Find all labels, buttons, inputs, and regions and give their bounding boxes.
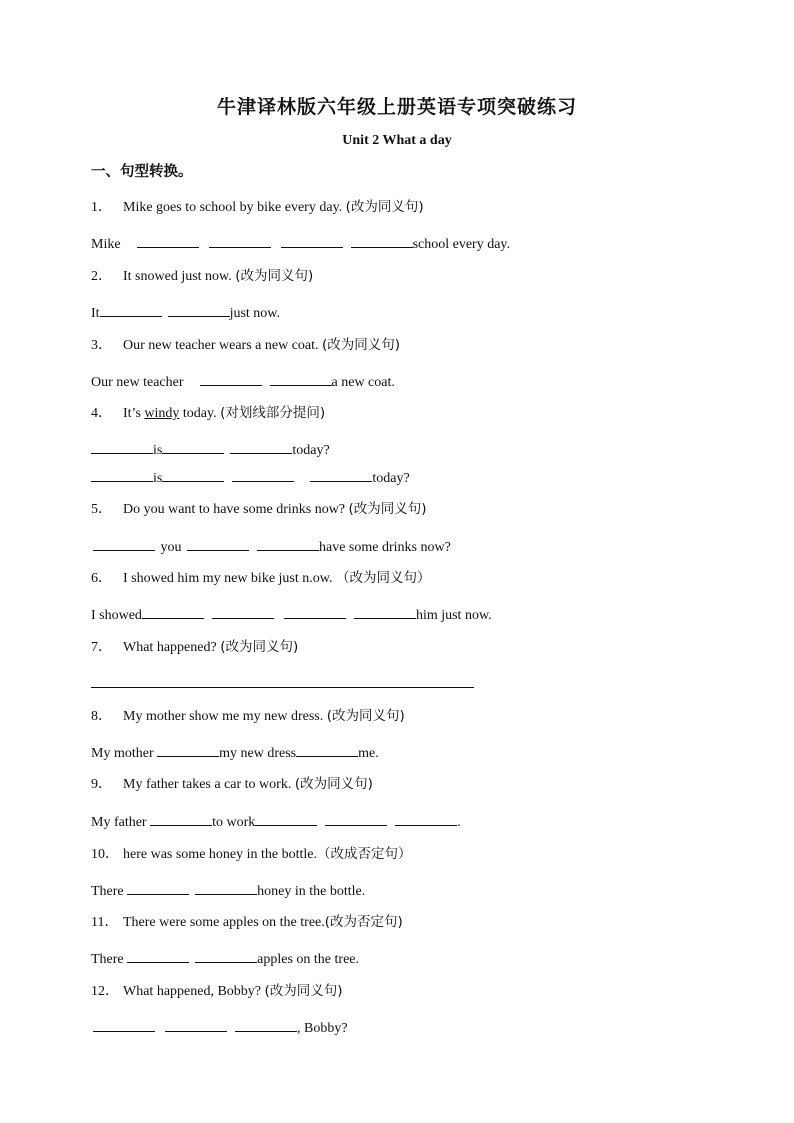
question-number: 11．	[91, 915, 119, 930]
answer-suffix: school every day.	[412, 237, 511, 252]
answer-blank[interactable]	[187, 536, 249, 551]
answer-suffix: today?	[372, 471, 410, 486]
answer-blank[interactable]	[137, 233, 199, 248]
answer-prefix: My father	[91, 815, 147, 830]
answer-blank[interactable]	[195, 948, 257, 963]
answer-suffix: today?	[292, 443, 330, 458]
question-number: 4．	[91, 406, 112, 421]
question-8	[91, 707, 405, 726]
question-9	[91, 775, 373, 794]
answer-blank[interactable]	[127, 880, 189, 895]
answer-blank[interactable]	[257, 536, 319, 551]
answer-blank[interactable]	[296, 742, 358, 757]
answer-blank[interactable]	[142, 604, 204, 619]
answer-blank[interactable]	[255, 811, 317, 826]
answer-blank[interactable]	[395, 811, 457, 826]
question-text: Our new teacher wears a new coat.	[123, 338, 319, 353]
answer-blank[interactable]	[235, 1017, 297, 1032]
question-6	[91, 569, 430, 588]
answer-blank[interactable]	[165, 1017, 227, 1032]
instruction: (改为同义句)	[264, 983, 343, 999]
answer-blank[interactable]	[162, 467, 224, 482]
answer-9	[91, 811, 461, 832]
answer-7-line[interactable]	[91, 687, 474, 688]
page-title: 牛津译林版六年级上册英语专项突破练习	[216, 96, 577, 118]
answer-blank[interactable]	[150, 811, 212, 826]
instruction: (改为同义句)	[322, 337, 401, 353]
question-number: 5．	[91, 502, 112, 517]
question-number: 12．	[91, 984, 119, 999]
answer-blank[interactable]	[93, 536, 155, 551]
answer-suffix: him just now.	[415, 608, 492, 623]
answer-8	[91, 742, 379, 763]
answer-prefix: There	[91, 884, 124, 899]
question-7	[91, 638, 298, 657]
answer-suffix: apples on the tree.	[257, 952, 360, 967]
answer-blank[interactable]	[168, 302, 230, 317]
question-3	[91, 336, 400, 355]
answer-suffix: , Bobby?	[297, 1021, 348, 1036]
answer-blank[interactable]	[281, 233, 343, 248]
answer-blank[interactable]	[212, 604, 274, 619]
answer-3	[91, 371, 395, 392]
question-text: Do you want to have some drinks now?	[123, 502, 346, 517]
question-text: What happened?	[123, 640, 217, 655]
question-4	[91, 404, 325, 423]
answer-5	[91, 536, 451, 557]
question-number: 3．	[91, 338, 112, 353]
instruction: （改成否定句）	[317, 846, 412, 862]
answer-blank[interactable]	[351, 233, 413, 248]
answer-blank[interactable]	[93, 1017, 155, 1032]
answer-blank[interactable]	[230, 439, 292, 454]
answer-blank[interactable]	[162, 439, 224, 454]
question-number: 7．	[91, 640, 112, 655]
question-text: It’s	[123, 406, 141, 421]
question-text: What happened, Bobby?	[123, 984, 262, 999]
question-number: 6．	[91, 571, 112, 586]
instruction: (改为同义句)	[220, 639, 299, 655]
instruction: (改为否定句)	[324, 914, 403, 930]
answer-blank[interactable]	[354, 604, 416, 619]
answer-blank[interactable]	[91, 467, 153, 482]
answer-blank[interactable]	[209, 233, 271, 248]
answer-blank[interactable]	[127, 948, 189, 963]
question-text: Mike goes to school by bike every day.	[123, 200, 343, 215]
instruction: (改为同义句)	[326, 708, 405, 724]
answer-blank[interactable]	[200, 371, 262, 386]
answer-1	[91, 233, 510, 254]
answer-4b	[91, 467, 410, 488]
answer-blank[interactable]	[310, 467, 372, 482]
answer-middle: my new dress	[219, 746, 297, 761]
question-text: I showed him my new bike just n.ow.	[123, 571, 333, 586]
underlined-word: windy	[144, 406, 180, 421]
question-text: My mother show me my new dress.	[123, 709, 324, 724]
answer-suffix: have some drinks now?	[319, 540, 451, 555]
answer-prefix: Our new teacher	[91, 375, 184, 390]
answer-suffix: me.	[358, 746, 379, 761]
question-number: 10．	[91, 847, 119, 862]
answer-prefix: It	[91, 306, 100, 321]
question-10	[91, 845, 412, 864]
question-5	[91, 500, 427, 519]
answer-blank[interactable]	[157, 742, 219, 757]
answer-blank[interactable]	[270, 371, 332, 386]
answer-suffix: .	[457, 815, 461, 830]
answer-6	[91, 604, 492, 625]
question-2	[91, 267, 313, 286]
question-number: 8．	[91, 709, 112, 724]
question-number: 9．	[91, 777, 112, 792]
answer-suffix: just now.	[229, 306, 280, 321]
answer-blank[interactable]	[195, 880, 257, 895]
answer-prefix: My mother	[91, 746, 154, 761]
question-11	[91, 913, 403, 932]
answer-suffix: honey in the bottle.	[257, 884, 366, 899]
answer-word: is	[153, 443, 163, 458]
answer-prefix: I showed	[91, 608, 142, 623]
question-number: 2．	[91, 269, 112, 284]
answer-12	[91, 1017, 348, 1038]
question-number: 1．	[91, 200, 112, 215]
answer-prefix: There	[91, 952, 124, 967]
answer-blank[interactable]	[325, 811, 387, 826]
answer-2	[91, 302, 280, 323]
instruction: (改为同义句)	[345, 199, 424, 215]
instruction: (改为同义句)	[235, 268, 314, 284]
answer-suffix: a new coat.	[331, 375, 395, 390]
question-text: There were some apples on the tree.	[123, 915, 325, 930]
answer-blank[interactable]	[232, 467, 294, 482]
instruction: (改为同义句)	[348, 501, 427, 517]
answer-blank[interactable]	[284, 604, 346, 619]
instruction: (对划线部分提问)	[220, 405, 326, 421]
question-1	[91, 198, 424, 217]
unit-subtitle: Unit 2 What a day	[342, 133, 452, 148]
question-text: here was some honey in the bottle.	[123, 847, 318, 862]
answer-11	[91, 948, 359, 969]
answer-10	[91, 880, 365, 901]
answer-blank[interactable]	[100, 302, 162, 317]
instruction: (改为同义句)	[294, 776, 373, 792]
question-text: It snowed just now.	[123, 269, 232, 284]
answer-blank[interactable]	[91, 439, 153, 454]
answer-prefix: Mike	[91, 237, 121, 252]
answer-word: you	[160, 540, 182, 555]
section-heading: 一、句型转换。	[91, 164, 193, 180]
question-text: My father takes a car to work.	[123, 777, 292, 792]
question-12	[91, 982, 343, 1001]
question-text: today.	[182, 406, 217, 421]
answer-4a	[91, 439, 330, 460]
instruction: （改为同义句）	[335, 570, 431, 586]
answer-word: is	[153, 471, 163, 486]
answer-middle: to work	[212, 815, 256, 830]
